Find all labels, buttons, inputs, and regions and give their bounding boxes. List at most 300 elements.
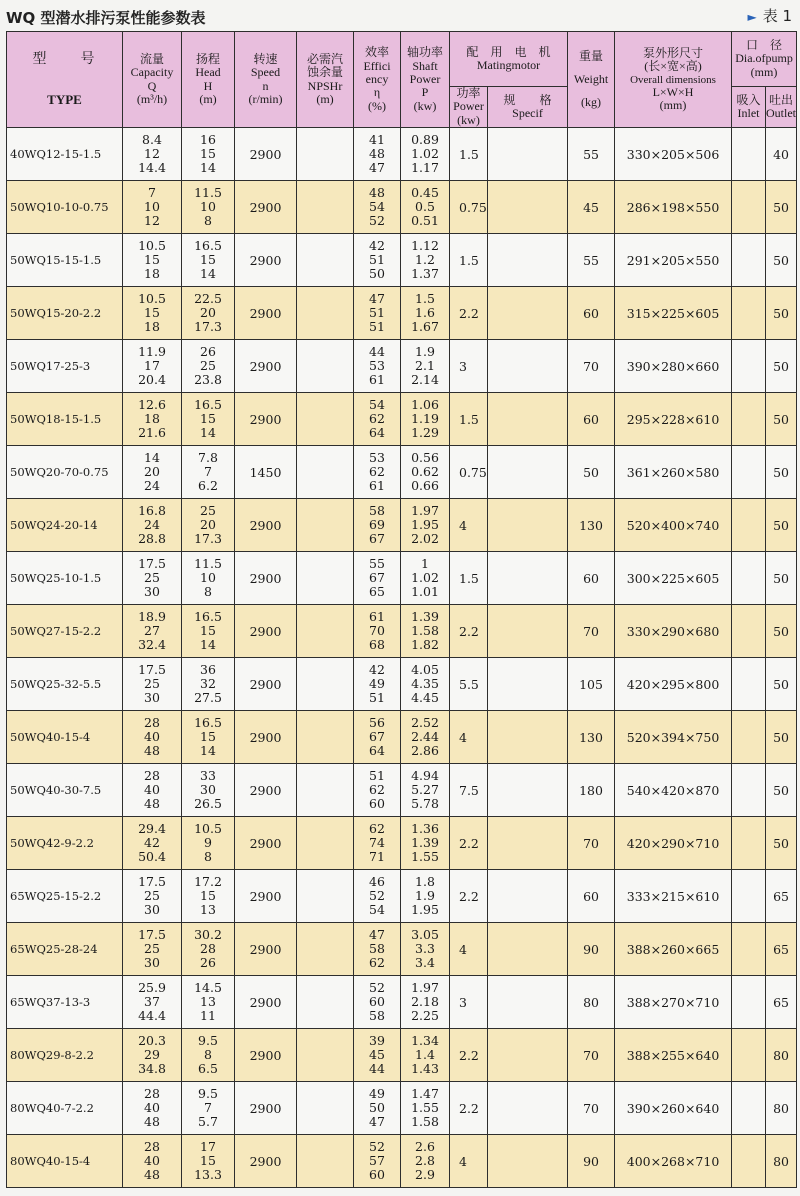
header-speed: 转速 Speed n (r/min): [235, 32, 297, 128]
cell-capacity: 10.5 15 18: [123, 234, 182, 287]
cell-motor-power: 4: [450, 711, 488, 764]
cell-speed: 2900: [235, 181, 297, 234]
cell-shaft-power: 1.5 1.6 1.67: [401, 287, 450, 340]
cell-inlet: [732, 287, 766, 340]
table-row: [7, 340, 797, 393]
cell-head: 25 20 17.3: [182, 499, 235, 552]
cell-weight: 70: [568, 605, 615, 658]
cell-speed: 2900: [235, 1082, 297, 1135]
cell-model: 80WQ40-7-2.2: [7, 1082, 123, 1135]
cell-weight: 50: [568, 446, 615, 499]
cell-inlet: [732, 1135, 766, 1188]
cell-shaft-power: 0.56 0.62 0.66: [401, 446, 450, 499]
cell-motor-spec: [488, 870, 568, 923]
cell-weight: 70: [568, 1082, 615, 1135]
header-weight: 重量 Weight (kg): [568, 32, 615, 128]
cell-dimensions: 420×295×800: [615, 658, 732, 711]
cell-inlet: [732, 870, 766, 923]
table-label: [747, 5, 792, 26]
cell-npsh: [297, 181, 354, 234]
cell-motor-power: 1.5: [450, 128, 488, 181]
cell-shaft-power: 4.94 5.27 5.78: [401, 764, 450, 817]
cell-dimensions: 330×290×680: [615, 605, 732, 658]
cell-npsh: [297, 605, 354, 658]
cell-outlet: 50: [766, 658, 797, 711]
cell-speed: 2900: [235, 1029, 297, 1082]
cell-capacity: 14 20 24: [123, 446, 182, 499]
cell-speed: 2900: [235, 711, 297, 764]
cell-speed: 2900: [235, 817, 297, 870]
cell-weight: 60: [568, 287, 615, 340]
cell-outlet: 50: [766, 552, 797, 605]
cell-weight: 45: [568, 181, 615, 234]
cell-model: 50WQ42-9-2.2: [7, 817, 123, 870]
header-inlet: 吸入 Inlet: [732, 87, 766, 128]
cell-shaft-power: 0.45 0.5 0.51: [401, 181, 450, 234]
document-title: WQ 型潜水排污泵性能参数表: [6, 9, 206, 27]
cell-capacity: 28 40 48: [123, 1082, 182, 1135]
cell-motor-power: 2.2: [450, 870, 488, 923]
cell-inlet: [732, 499, 766, 552]
cell-inlet: [732, 605, 766, 658]
cell-efficiency: 42 51 50: [354, 234, 401, 287]
cell-outlet: 50: [766, 340, 797, 393]
cell-dimensions: 286×198×550: [615, 181, 732, 234]
title-bar: [0, 0, 800, 30]
cell-capacity: 8.4 12 14.4: [123, 128, 182, 181]
cell-dimensions: 300×225×605: [615, 552, 732, 605]
cell-speed: 2900: [235, 393, 297, 446]
cell-efficiency: 46 52 54: [354, 870, 401, 923]
header-motor-spec: 规 格 Specif: [488, 87, 568, 128]
cell-motor-spec: [488, 711, 568, 764]
cell-outlet: 65: [766, 870, 797, 923]
cell-outlet: 50: [766, 711, 797, 764]
table-row: [7, 1029, 797, 1082]
cell-capacity: 18.9 27 32.4: [123, 605, 182, 658]
cell-model: 40WQ12-15-1.5: [7, 128, 123, 181]
cell-efficiency: 62 74 71: [354, 817, 401, 870]
cell-weight: 70: [568, 1029, 615, 1082]
cell-head: 14.5 13 11: [182, 976, 235, 1029]
cell-motor-spec: [488, 658, 568, 711]
cell-npsh: [297, 1082, 354, 1135]
cell-capacity: 28 40 48: [123, 764, 182, 817]
cell-motor-power: 4: [450, 1135, 488, 1188]
cell-head: 9.5 7 5.7: [182, 1082, 235, 1135]
cell-dimensions: 333×215×610: [615, 870, 732, 923]
cell-model: 50WQ40-15-4: [7, 711, 123, 764]
cell-outlet: 65: [766, 923, 797, 976]
cell-dimensions: 390×260×640: [615, 1082, 732, 1135]
cell-model: 65WQ25-15-2.2: [7, 870, 123, 923]
cell-efficiency: 39 45 44: [354, 1029, 401, 1082]
cell-motor-spec: [488, 287, 568, 340]
cell-motor-power: 0.75: [450, 446, 488, 499]
cell-outlet: 80: [766, 1029, 797, 1082]
cell-efficiency: 51 62 60: [354, 764, 401, 817]
cell-outlet: 80: [766, 1082, 797, 1135]
cell-dimensions: 315×225×605: [615, 287, 732, 340]
cell-dimensions: 400×268×710: [615, 1135, 732, 1188]
cell-motor-spec: [488, 128, 568, 181]
header-model-cn: 型 号: [32, 51, 97, 67]
cell-outlet: 50: [766, 393, 797, 446]
cell-shaft-power: 1 1.02 1.01: [401, 552, 450, 605]
cell-efficiency: 48 54 52: [354, 181, 401, 234]
table-row: [7, 658, 797, 711]
cell-motor-power: 2.2: [450, 1082, 488, 1135]
cell-motor-power: 0.75: [450, 181, 488, 234]
cell-npsh: [297, 287, 354, 340]
cell-motor-spec: [488, 764, 568, 817]
pump-parameter-table: [6, 31, 797, 1188]
cell-motor-power: 5.5: [450, 658, 488, 711]
cell-motor-spec: [488, 976, 568, 1029]
cell-shaft-power: 0.89 1.02 1.17: [401, 128, 450, 181]
cell-capacity: 28 40 48: [123, 711, 182, 764]
cell-head: 17.2 15 13: [182, 870, 235, 923]
cell-inlet: [732, 340, 766, 393]
cell-outlet: 50: [766, 234, 797, 287]
table-row: [7, 764, 797, 817]
cell-dimensions: 330×205×506: [615, 128, 732, 181]
cell-weight: 130: [568, 711, 615, 764]
cell-motor-power: 2.2: [450, 817, 488, 870]
cell-npsh: [297, 870, 354, 923]
cell-speed: 2900: [235, 658, 297, 711]
cell-model: 80WQ29-8-2.2: [7, 1029, 123, 1082]
table-row: [7, 817, 797, 870]
cell-speed: 2900: [235, 923, 297, 976]
cell-shaft-power: 1.12 1.2 1.37: [401, 234, 450, 287]
cell-model: 50WQ17-25-3: [7, 340, 123, 393]
cell-outlet: 40: [766, 128, 797, 181]
cell-speed: 2900: [235, 287, 297, 340]
cell-head: 33 30 26.5: [182, 764, 235, 817]
cell-dimensions: 540×420×870: [615, 764, 732, 817]
table-row: [7, 870, 797, 923]
cell-efficiency: 61 70 68: [354, 605, 401, 658]
cell-motor-spec: [488, 234, 568, 287]
cell-inlet: [732, 711, 766, 764]
cell-inlet: [732, 976, 766, 1029]
cell-weight: 60: [568, 552, 615, 605]
table-row: [7, 499, 797, 552]
table-row: [7, 711, 797, 764]
cell-dimensions: 361×260×580: [615, 446, 732, 499]
table-row: [7, 976, 797, 1029]
table-body: [7, 128, 797, 1188]
cell-capacity: 17.5 25 30: [123, 923, 182, 976]
header-capacity: 流量 Capacity Q (m³/h): [123, 32, 182, 128]
cell-motor-spec: [488, 499, 568, 552]
cell-dimensions: 388×255×640: [615, 1029, 732, 1082]
cell-motor-power: 4: [450, 923, 488, 976]
cell-inlet: [732, 181, 766, 234]
cell-weight: 80: [568, 976, 615, 1029]
cell-efficiency: 41 48 47: [354, 128, 401, 181]
cell-model: 50WQ25-32-5.5: [7, 658, 123, 711]
cell-inlet: [732, 234, 766, 287]
cell-motor-power: 3: [450, 976, 488, 1029]
cell-inlet: [732, 923, 766, 976]
header-diameter: 口 径 Dia.ofpump (mm): [732, 32, 797, 87]
cell-model: 50WQ40-30-7.5: [7, 764, 123, 817]
cell-inlet: [732, 446, 766, 499]
cell-outlet: 50: [766, 287, 797, 340]
table-row: [7, 1135, 797, 1188]
cell-npsh: [297, 446, 354, 499]
cell-motor-spec: [488, 1082, 568, 1135]
cell-shaft-power: 1.34 1.4 1.43: [401, 1029, 450, 1082]
cell-dimensions: 520×400×740: [615, 499, 732, 552]
cell-capacity: 12.6 18 21.6: [123, 393, 182, 446]
cell-shaft-power: 1.36 1.39 1.55: [401, 817, 450, 870]
cell-head: 16.5 15 14: [182, 234, 235, 287]
cell-npsh: [297, 817, 354, 870]
table-row: [7, 923, 797, 976]
cell-speed: 2900: [235, 764, 297, 817]
header-motor-power: 功率 Power (kw): [450, 87, 488, 128]
header-model: [7, 32, 123, 128]
cell-motor-spec: [488, 446, 568, 499]
cell-outlet: 65: [766, 976, 797, 1029]
cell-motor-power: 2.2: [450, 287, 488, 340]
cell-weight: 90: [568, 1135, 615, 1188]
cell-efficiency: 52 57 60: [354, 1135, 401, 1188]
cell-shaft-power: 1.97 2.18 2.25: [401, 976, 450, 1029]
header-outlet: 吐出 Outlet: [766, 87, 797, 128]
cell-dimensions: 388×260×665: [615, 923, 732, 976]
cell-outlet: 80: [766, 1135, 797, 1188]
cell-npsh: [297, 764, 354, 817]
table-row: [7, 605, 797, 658]
cell-weight: 90: [568, 923, 615, 976]
cell-motor-power: 2.2: [450, 605, 488, 658]
cell-speed: 2900: [235, 605, 297, 658]
table-row: [7, 552, 797, 605]
cell-inlet: [732, 1029, 766, 1082]
table-header: [7, 32, 797, 128]
cell-efficiency: 54 62 64: [354, 393, 401, 446]
cell-outlet: 50: [766, 605, 797, 658]
cell-motor-power: 2.2: [450, 1029, 488, 1082]
header-head: 扬程 Head H (m): [182, 32, 235, 128]
cell-shaft-power: 4.05 4.35 4.45: [401, 658, 450, 711]
cell-motor-spec: [488, 340, 568, 393]
cell-dimensions: 390×280×660: [615, 340, 732, 393]
cell-npsh: [297, 658, 354, 711]
triangle-arrow-icon: ►: [747, 10, 757, 24]
cell-capacity: 17.5 25 30: [123, 658, 182, 711]
cell-weight: 130: [568, 499, 615, 552]
cell-efficiency: 58 69 67: [354, 499, 401, 552]
table-row: [7, 181, 797, 234]
cell-speed: 2900: [235, 1135, 297, 1188]
cell-model: 50WQ24-20-14: [7, 499, 123, 552]
cell-efficiency: 47 51 51: [354, 287, 401, 340]
header-shaft-power: 轴功率 Shaft Power P (kw): [401, 32, 450, 128]
cell-capacity: 7 10 12: [123, 181, 182, 234]
cell-npsh: [297, 1029, 354, 1082]
cell-shaft-power: 1.8 1.9 1.95: [401, 870, 450, 923]
cell-outlet: 50: [766, 499, 797, 552]
cell-npsh: [297, 128, 354, 181]
cell-efficiency: 47 58 62: [354, 923, 401, 976]
cell-dimensions: 420×290×710: [615, 817, 732, 870]
cell-shaft-power: 1.9 2.1 2.14: [401, 340, 450, 393]
cell-head: 11.5 10 8: [182, 181, 235, 234]
cell-shaft-power: 1.97 1.95 2.02: [401, 499, 450, 552]
cell-shaft-power: 1.06 1.19 1.29: [401, 393, 450, 446]
table-number: 表 1: [762, 7, 792, 25]
cell-head: 9.5 8 6.5: [182, 1029, 235, 1082]
cell-weight: 60: [568, 393, 615, 446]
cell-efficiency: 55 67 65: [354, 552, 401, 605]
cell-motor-spec: [488, 181, 568, 234]
cell-dimensions: 295×228×610: [615, 393, 732, 446]
cell-efficiency: 56 67 64: [354, 711, 401, 764]
cell-speed: 2900: [235, 870, 297, 923]
table-row: [7, 128, 797, 181]
cell-dimensions: 520×394×750: [615, 711, 732, 764]
cell-inlet: [732, 552, 766, 605]
cell-motor-spec: [488, 817, 568, 870]
cell-model: 50WQ27-15-2.2: [7, 605, 123, 658]
cell-motor-spec: [488, 605, 568, 658]
table-row: [7, 234, 797, 287]
cell-head: 7.8 7 6.2: [182, 446, 235, 499]
cell-npsh: [297, 393, 354, 446]
cell-motor-power: 1.5: [450, 234, 488, 287]
cell-npsh: [297, 923, 354, 976]
table-row: [7, 446, 797, 499]
cell-head: 26 25 23.8: [182, 340, 235, 393]
header-dimensions: 泵外形尺寸 (长×宽×高) Overall dimensions L×W×H (mm): [615, 32, 732, 128]
cell-outlet: 50: [766, 181, 797, 234]
cell-speed: 2900: [235, 340, 297, 393]
cell-model: 80WQ40-15-4: [7, 1135, 123, 1188]
cell-motor-spec: [488, 923, 568, 976]
cell-efficiency: 44 53 61: [354, 340, 401, 393]
cell-npsh: [297, 499, 354, 552]
cell-speed: 2900: [235, 552, 297, 605]
cell-speed: 2900: [235, 499, 297, 552]
cell-model: 50WQ20-70-0.75: [7, 446, 123, 499]
cell-outlet: 50: [766, 446, 797, 499]
cell-head: 16.5 15 14: [182, 711, 235, 764]
cell-speed: 2900: [235, 976, 297, 1029]
cell-weight: 70: [568, 340, 615, 393]
cell-motor-spec: [488, 1135, 568, 1188]
table-row: [7, 287, 797, 340]
cell-model: 50WQ25-10-1.5: [7, 552, 123, 605]
cell-dimensions: 388×270×710: [615, 976, 732, 1029]
cell-npsh: [297, 234, 354, 287]
cell-outlet: 50: [766, 764, 797, 817]
cell-efficiency: 52 60 58: [354, 976, 401, 1029]
cell-head: 17 15 13.3: [182, 1135, 235, 1188]
cell-model: 50WQ15-20-2.2: [7, 287, 123, 340]
cell-capacity: 11.9 17 20.4: [123, 340, 182, 393]
cell-motor-power: 7.5: [450, 764, 488, 817]
cell-weight: 105: [568, 658, 615, 711]
cell-weight: 180: [568, 764, 615, 817]
cell-efficiency: 53 62 61: [354, 446, 401, 499]
cell-dimensions: 291×205×550: [615, 234, 732, 287]
cell-capacity: 20.3 29 34.8: [123, 1029, 182, 1082]
cell-inlet: [732, 817, 766, 870]
cell-shaft-power: 3.05 3.3 3.4: [401, 923, 450, 976]
cell-motor-power: 1.5: [450, 393, 488, 446]
table-row: [7, 1082, 797, 1135]
cell-head: 36 32 27.5: [182, 658, 235, 711]
cell-npsh: [297, 340, 354, 393]
cell-motor-power: 4: [450, 499, 488, 552]
cell-npsh: [297, 711, 354, 764]
header-npsh: 必需汽 蚀余量 NPSHr (m): [297, 32, 354, 128]
cell-motor-spec: [488, 1029, 568, 1082]
cell-head: 16 15 14: [182, 128, 235, 181]
cell-weight: 55: [568, 128, 615, 181]
cell-shaft-power: 1.39 1.58 1.82: [401, 605, 450, 658]
cell-speed: 1450: [235, 446, 297, 499]
cell-motor-power: 3: [450, 340, 488, 393]
cell-motor-spec: [488, 552, 568, 605]
cell-head: 22.5 20 17.3: [182, 287, 235, 340]
header-mating-motor: 配 用 电 机 Matingmotor: [450, 32, 568, 87]
cell-motor-power: 1.5: [450, 552, 488, 605]
cell-speed: 2900: [235, 128, 297, 181]
cell-shaft-power: 2.52 2.44 2.86: [401, 711, 450, 764]
cell-efficiency: 42 49 51: [354, 658, 401, 711]
cell-model: 50WQ18-15-1.5: [7, 393, 123, 446]
cell-head: 16.5 15 14: [182, 605, 235, 658]
cell-npsh: [297, 1135, 354, 1188]
cell-capacity: 25.9 37 44.4: [123, 976, 182, 1029]
cell-capacity: 28 40 48: [123, 1135, 182, 1188]
header-efficiency: 效率 Effici ency η (%): [354, 32, 401, 128]
cell-shaft-power: 1.47 1.55 1.58: [401, 1082, 450, 1135]
cell-efficiency: 49 50 47: [354, 1082, 401, 1135]
cell-inlet: [732, 658, 766, 711]
cell-speed: 2900: [235, 234, 297, 287]
cell-head: 16.5 15 14: [182, 393, 235, 446]
cell-weight: 55: [568, 234, 615, 287]
cell-shaft-power: 2.6 2.8 2.9: [401, 1135, 450, 1188]
cell-inlet: [732, 128, 766, 181]
cell-inlet: [732, 764, 766, 817]
cell-motor-spec: [488, 393, 568, 446]
cell-model: 65WQ37-13-3: [7, 976, 123, 1029]
cell-head: 30.2 28 26: [182, 923, 235, 976]
cell-weight: 60: [568, 870, 615, 923]
cell-npsh: [297, 552, 354, 605]
header-model-en: TYPE: [47, 92, 82, 108]
cell-model: 50WQ15-15-1.5: [7, 234, 123, 287]
cell-inlet: [732, 1082, 766, 1135]
cell-model: 50WQ10-10-0.75: [7, 181, 123, 234]
table-row: [7, 393, 797, 446]
cell-inlet: [732, 393, 766, 446]
cell-head: 10.5 9 8: [182, 817, 235, 870]
cell-weight: 70: [568, 817, 615, 870]
cell-head: 11.5 10 8: [182, 552, 235, 605]
cell-capacity: 17.5 25 30: [123, 870, 182, 923]
cell-capacity: 16.8 24 28.8: [123, 499, 182, 552]
cell-capacity: 10.5 15 18: [123, 287, 182, 340]
